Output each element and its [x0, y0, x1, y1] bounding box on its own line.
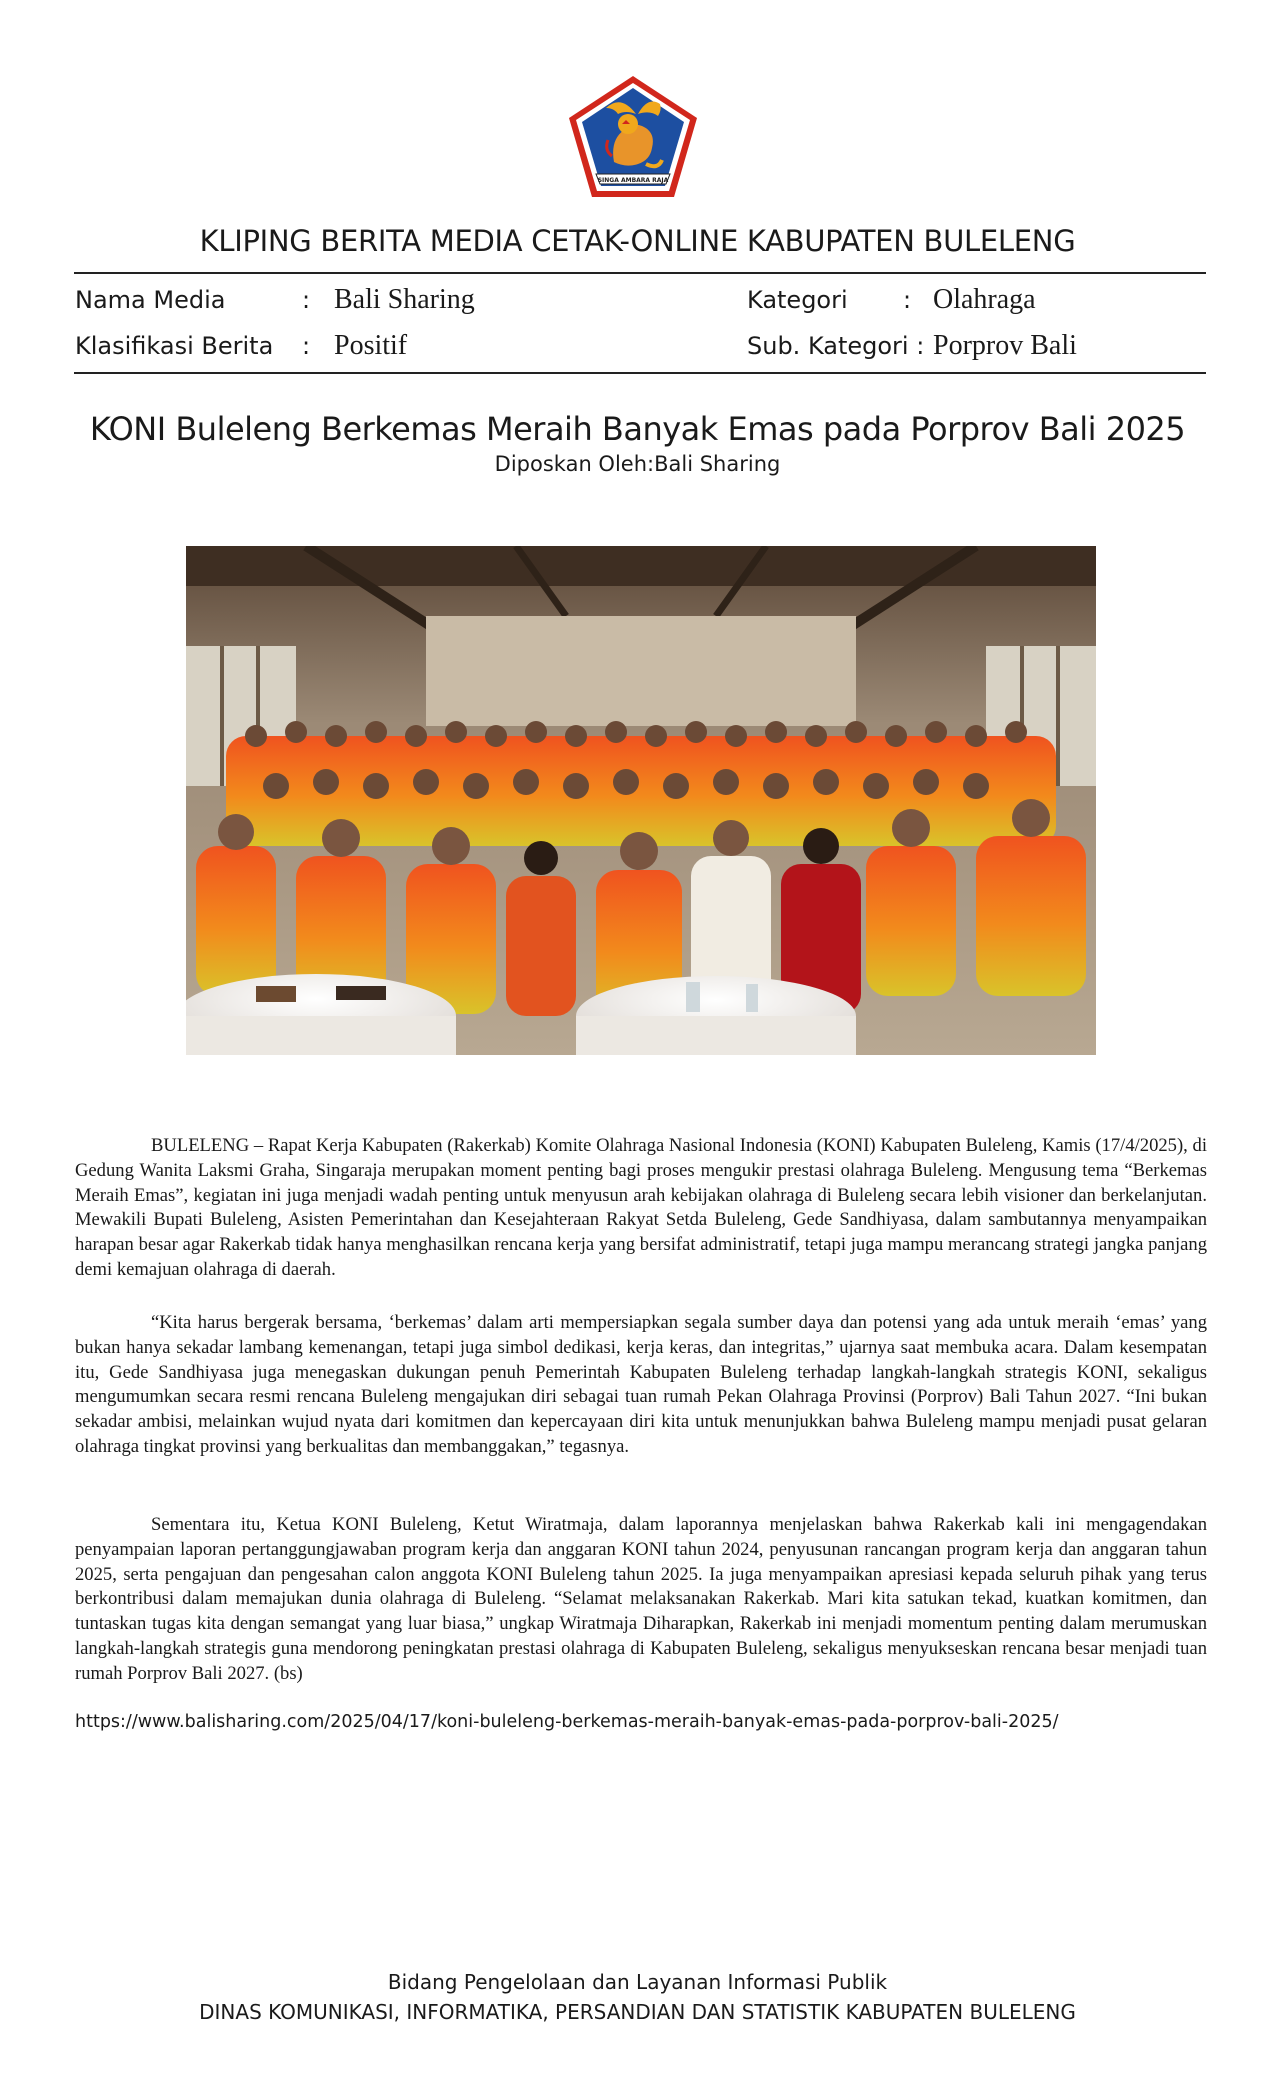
nama-media-value: Bali Sharing [334, 284, 475, 315]
article-paragraph: “Kita harus bergerak bersama, ‘berkemas’ dalam arti mempersiapkan segala sumber daya dan potensi yang ada untuk meraih ‘emas’ yang bukan hanya sekadar lambang kemenangan, tetapi juga simbol dedikasi, kerja keras, dan integritas,” ujarnya saat membuka acara. Dalam kesempatan itu, Gede Sandhiyasa juga menegaskan dukungan penuh Pemerintah Kabupaten Buleleng terhadap langkah-langkah strategis KONI, sekaligus mengumumkan secara resmi rencana Buleleng mengajukan diri sebagai tuan rumah Pekan Olahraga Provinsi (Porprov) Bali Tahun 2027. “Ini bukan sekadar ambisi, melainkan wujud nyata dari komitmen dan kepercayaan diri kita untuk menunjukkan bahwa Buleleng mampu menjadi pusat gelaran olahraga tingkat provinsi yang berkualitas dan membanggakan,” tegasnya. [75, 1312, 1207, 1457]
sub-kategori-label: Sub. Kategori : [747, 332, 925, 360]
nama-media-label: Nama Media [75, 286, 226, 314]
article-headline: KONI Buleleng Berkemas Meraih Banyak Emas pada Porprov Bali 2025 [89, 410, 1186, 448]
nama-media-colon: : [302, 286, 311, 314]
buleleng-emblem-logo [566, 74, 700, 201]
article-byline: Diposkan Oleh:Bali Sharing [494, 452, 781, 476]
sub-kategori-value: Porprov Bali [933, 330, 1077, 361]
kategori-label: Kategori [747, 286, 848, 314]
header-divider-bottom [74, 372, 1206, 374]
source-url-link[interactable]: https://www.balisharing.com/2025/04/17/koni-buleleng-berkemas-meraih-banyak-emas-pada-porprov-bali-2025/ [75, 1712, 1059, 1732]
document-title: KLIPING BERITA MEDIA CETAK-ONLINE KABUPATEN BULELENG [199, 224, 1076, 258]
logo-caption: SINGA AMBARA RAJA [597, 177, 669, 184]
footer-department: Bidang Pengelolaan dan Layanan Informasi Publik [387, 1970, 888, 1994]
klasifikasi-berita-label: Klasifikasi Berita [75, 332, 274, 360]
klasifikasi-berita-value: Positif [334, 330, 408, 361]
klasifikasi-berita-colon: : [302, 332, 311, 360]
article-photo [186, 546, 1096, 1055]
footer-agency: DINAS KOMUNIKASI, INFORMATIKA, PERSANDIAN DAN STATISTIK KABUPATEN BULELENG [199, 2000, 1076, 2024]
article-paragraph: BULELENG – Rapat Kerja Kabupaten (Rakerkab) Komite Olahraga Nasional Indonesia (KONI) Kabupaten Buleleng, Kamis (17/4/2025), di Gedung Wanita Laksmi Graha, Singaraja merupakan moment penting bagi proses mengukir prestasi olahraga Buleleng. Mengusung tema “Berkemas Meraih Emas”, kegiatan ini juga menjadi wadah penting untuk menyusun arah kebijakan olahraga di Buleleng secara lebih visioner dan berkelanjutan. Mewakili Bupati Buleleng, Asisten Pemerintahan dan Kesejahteraan Rakyat Setda Buleleng, Gede Sandhiyasa, dalam sambutannya menyampaikan harapan besar agar Rakerkab tidak hanya menghasilkan rencana kerja yang bersifat administratif, tetapi juga mampu merancang strategi jangka panjang demi kemajuan olahraga di daerah. [75, 1135, 1207, 1280]
article-paragraph: Sementara itu, Ketua KONI Buleleng, Ketut Wiratmaja, dalam laporannya menjelaskan bahwa Rakerkab kali ini mengagendakan penyampaian laporan pertanggungjawaban program kerja dan anggaran KONI tahun 2024, penyusunan rancangan program kerja dan anggaran tahun 2025, serta pengajuan dan pengesahan calon anggota KONI Buleleng tahun 2025. Ia juga menyampaikan apresiasi kepada seluruh pihak yang terus berkontribusi dalam memajukan dunia olahraga di Buleleng. “Selamat melaksanakan Rakerkab. Mari kita satukan tekad, kuatkan komitmen, dan tuntaskan tugas kita dengan semangat yang luar biasa,” ungkap Wiratmaja Diharapkan, Rakerkab ini menjadi momentum penting dalam merumuskan langkah-langkah strategis guna mendorong peningkatan prestasi olahraga di Kabupaten Buleleng, sekaligus menyukseskan rencana besar menjadi tuan rumah Porprov Bali 2027. (bs) [75, 1514, 1207, 1684]
header-divider-top [74, 272, 1206, 274]
kategori-value: Olahraga [933, 284, 1036, 315]
kategori-colon: : [903, 286, 912, 314]
